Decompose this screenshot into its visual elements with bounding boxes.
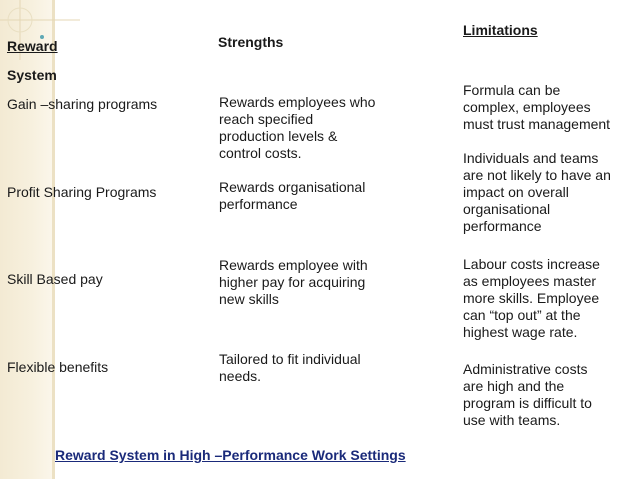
header-system: System <box>7 67 57 83</box>
row-strengths-profit-sharing: Rewards organisational performance <box>219 179 366 212</box>
row-limitations-gain-sharing: Formula can be complex, employees must trust management <box>463 82 611 132</box>
row-name-skill-based: Skill Based pay <box>7 271 103 287</box>
slide-caption: Reward System in High –Performance Work Settings <box>55 447 406 463</box>
row-limitations-skill-based: Labour costs increase as employees master more skills. Employee can “top out” at the highest wage rate. <box>463 256 600 340</box>
row-strengths-skill-based: Rewards employee with higher pay for acquiring new skills <box>219 257 368 307</box>
header-strengths: Strengths <box>218 34 284 50</box>
row-name-flexible-benefits: Flexible benefits <box>7 359 109 375</box>
header-reward: Reward <box>7 38 58 54</box>
row-limitations-flexible-benefits: Administrative costs are high and the program is difficult to use with teams. <box>463 361 592 428</box>
row-name-gain-sharing: Gain –sharing programs <box>7 96 158 112</box>
header-limitations: Limitations <box>463 22 538 38</box>
row-limitations-profit-sharing: Individuals and teams are not likely to have an impact on overall organisational performance <box>463 150 611 234</box>
row-strengths-flexible-benefits: Tailored to fit individual needs. <box>219 351 361 384</box>
row-strengths-gain-sharing: Rewards employees who reach specified production levels & control costs. <box>219 94 376 161</box>
row-name-profit-sharing: Profit Sharing Programs <box>7 184 157 200</box>
